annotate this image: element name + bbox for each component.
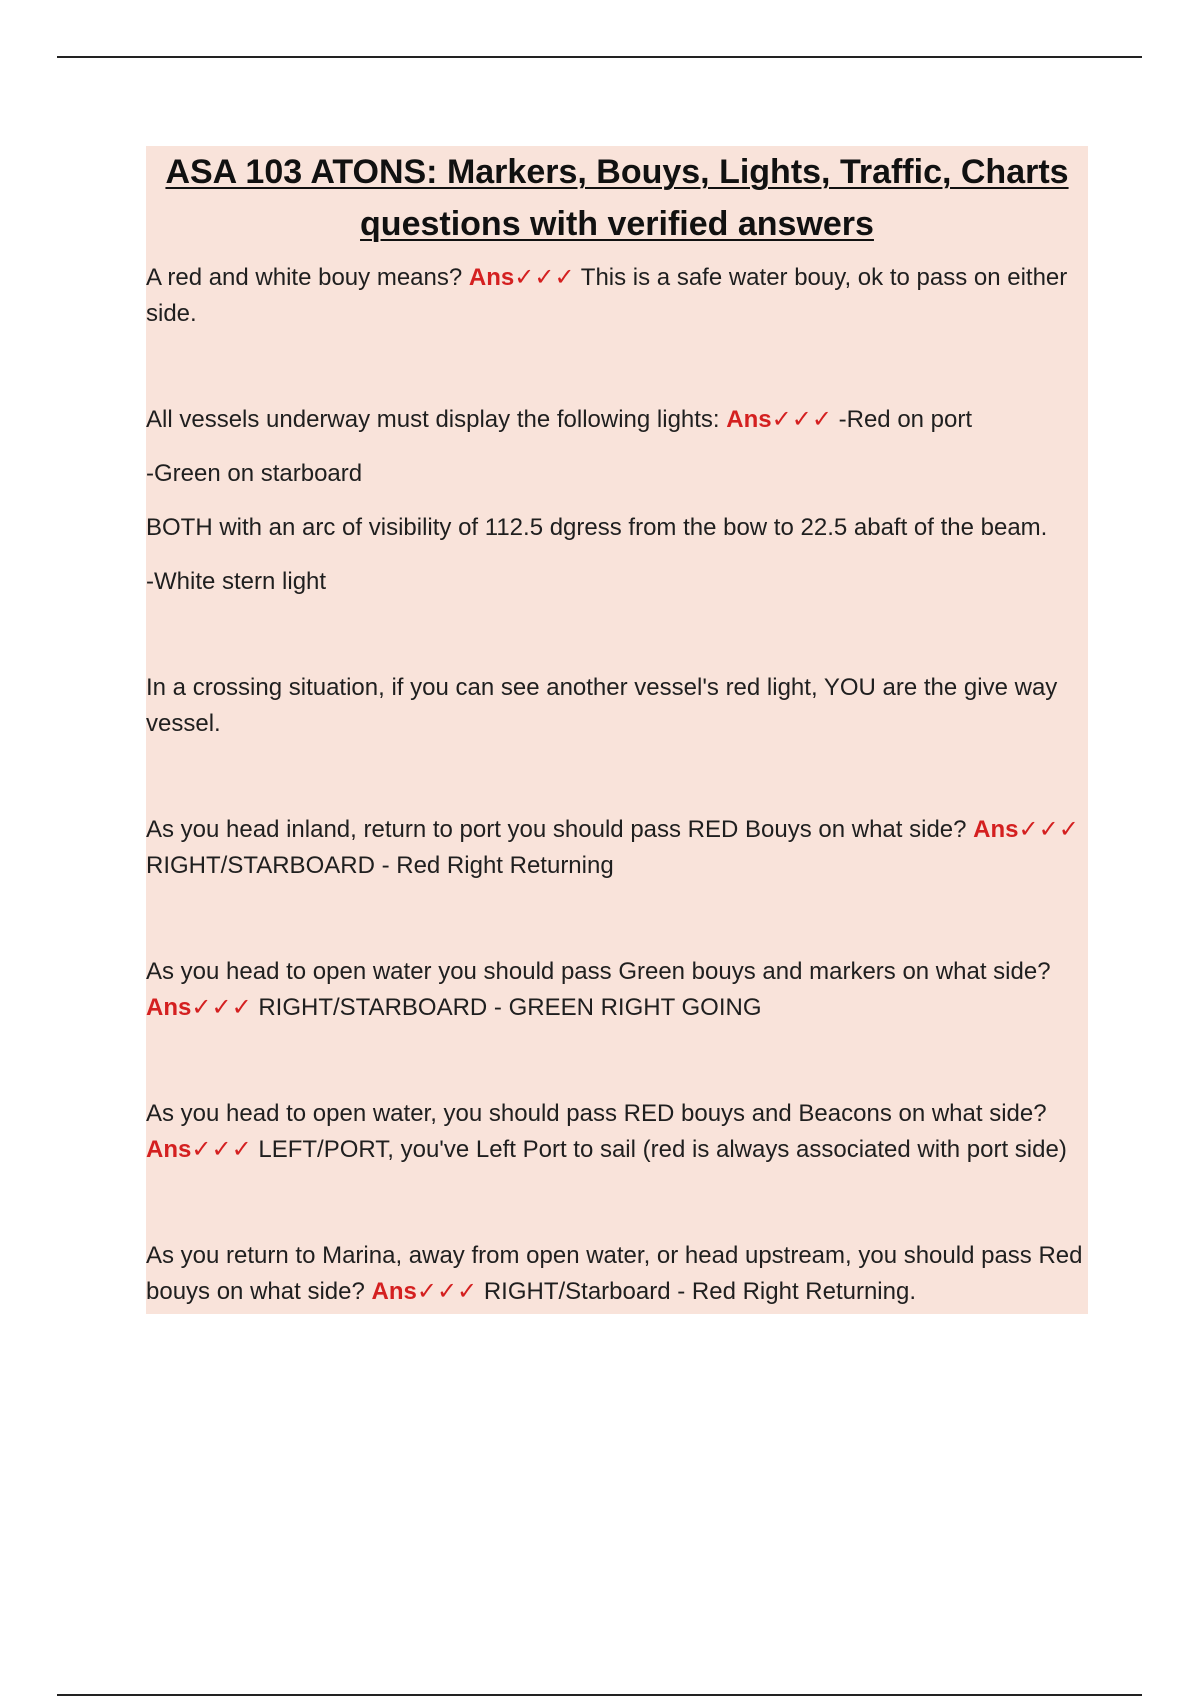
answer-text: RIGHT/STARBOARD - GREEN RIGHT GOING bbox=[258, 994, 762, 1021]
answer-continuation: BOTH with an arc of visibility of 112.5 dgress from the bow to 22.5 abaft of the beam. bbox=[146, 514, 1048, 541]
answer-text: RIGHT/Starboard - Red Right Returning. bbox=[483, 1278, 917, 1305]
answer-marker: Ans✓✓✓ bbox=[146, 1136, 252, 1163]
document-title: ASA 103 ATONS: Markers, Bouys, Lights, Traffic, Charts questions with verified answers bbox=[165, 153, 1069, 243]
answer-marker: Ans✓✓✓ bbox=[973, 816, 1079, 843]
answer-marker: Ans✓✓✓ bbox=[726, 406, 832, 433]
qa-item bbox=[146, 812, 1088, 884]
answer-text: -Red on port bbox=[838, 406, 973, 433]
question-text: As you head to open water, you should pass RED bouys and Beacons on what side? bbox=[146, 1100, 1047, 1127]
answer-marker: Ans✓✓✓ bbox=[371, 1278, 478, 1305]
document-body bbox=[146, 146, 1088, 1314]
qa-item bbox=[146, 1238, 1088, 1310]
answer-marker: Ans✓✓✓ bbox=[468, 264, 575, 291]
answer-text: LEFT/PORT, you've Left Port to sail (red is always associated with port side) bbox=[258, 1136, 1067, 1163]
answer-marker: Ans✓✓✓ bbox=[146, 994, 252, 1021]
question-text: As you return to Marina, away from open water, or head upstream, you should pass Red bouys on what side? bbox=[146, 1242, 1083, 1305]
qa-item bbox=[146, 954, 1088, 1026]
qa-item bbox=[146, 1096, 1088, 1168]
answer-text: RIGHT/STARBOARD - Red Right Returning bbox=[146, 852, 614, 879]
answer-text: This is a safe water bouy, ok to pass on either side. bbox=[146, 264, 1068, 327]
question-text: As you head inland, return to port you should pass RED Bouys on what side? bbox=[146, 816, 967, 843]
qa-item bbox=[146, 260, 1088, 332]
header-rule bbox=[57, 56, 1142, 58]
qa-item bbox=[146, 402, 1088, 438]
footer-rule bbox=[57, 1694, 1142, 1696]
statement-text: In a crossing situation, if you can see another vessel's red light, YOU are the give way vessel. bbox=[146, 674, 1058, 737]
answer-continuation: -White stern light bbox=[146, 568, 327, 595]
answer-continuation: -Green on starboard bbox=[146, 460, 363, 487]
question-text: All vessels underway must display the following lights: bbox=[146, 406, 720, 433]
question-text: A red and white bouy means? bbox=[146, 264, 463, 291]
question-text: As you head to open water you should pass Green bouys and markers on what side? bbox=[146, 958, 1051, 985]
qa-item bbox=[146, 670, 1088, 742]
